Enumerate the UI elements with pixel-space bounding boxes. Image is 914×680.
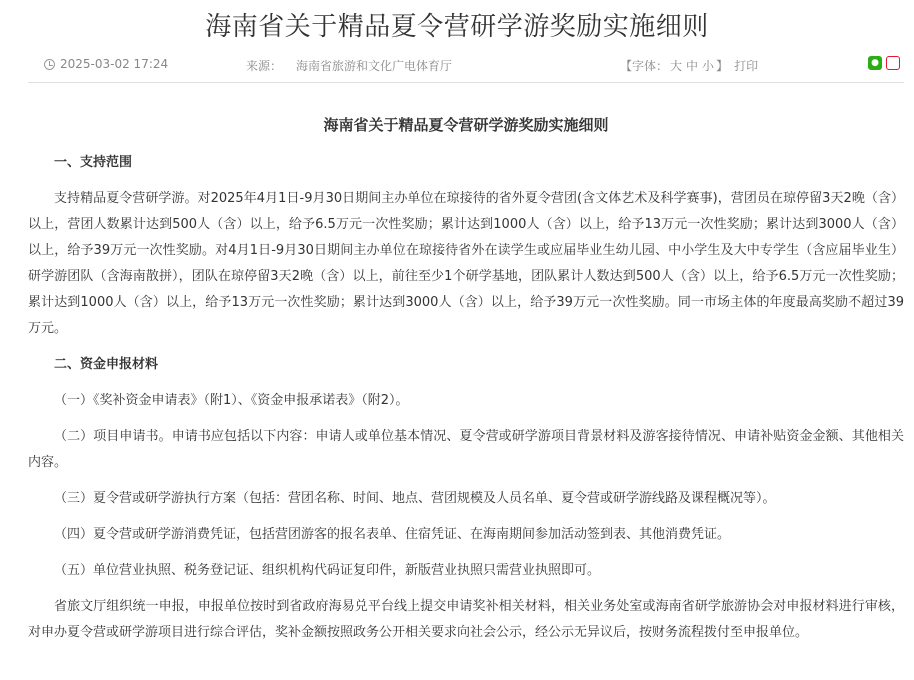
font-prefix: 【字体： bbox=[620, 59, 669, 73]
article-subtitle: 海南省关于精品夏令营研学游奖励实施细则 bbox=[323, 116, 609, 134]
print-button[interactable]: 打印 bbox=[734, 59, 759, 73]
article-source bbox=[246, 57, 452, 74]
source-label: 来源： bbox=[246, 59, 283, 73]
clock-icon bbox=[44, 59, 55, 70]
paragraph: （四）夏令营或研学游消费凭证，包括营团游客的报名表单、住宿凭证、在海南期间参加活动签到表、其他消费凭证。 bbox=[54, 527, 731, 542]
paragraph: 支持精品夏令营研学游。对2025年4月1日-9月30日期间主办单位在琼接待的省外夏令营团(含文体艺术及科学赛事)，营团员在琼停留3天2晚（含）以上，营团人数累计达到500人（含）以上，给予6.5万元一次性奖励；累计达到1000人（含）以上，给予13万元一次性奖励；累计达到3000人（含）以上，给予39万元一次性奖励。对4月1日-9月30日期间主办单位在琼接待省外在读学生或应届毕业生幼儿园、中小学生及大中专学生（含应届毕业生）研学游团队（含海南散拼），团队在琼停留3天2晚（含）以上，前往至少1个研学基地，团队累计人数达到500人（含）以上，给予6.5万元一次性奖励；累计达到1000人（含）以上，给予13万元一次性奖励；累计达到3000人（含）以上，给予39万元一次性奖励。同一市场主体的年度最高奖励不超过39万元。 bbox=[28, 191, 904, 336]
weibo-icon[interactable]: ◉ bbox=[886, 56, 900, 70]
paragraph: 省旅文厅组织统一申报，申报单位按时到省政府海易兑平台线上提交申请奖补相关材料，相关业务处室或海南省研学旅游协会对申报材料进行审核，对申办夏令营或研学游项目进行综合评估，奖补金额按照政务公开相关要求向社会公示，经公示无异议后，按财务流程拨付至申报单位。 bbox=[28, 599, 904, 640]
font-large-button[interactable]: 大 bbox=[670, 59, 683, 73]
article-body bbox=[28, 112, 904, 656]
article-meta-bar bbox=[28, 44, 904, 83]
publish-date-text: 2025-03-02 17:24 bbox=[60, 57, 169, 71]
font-size-control bbox=[620, 57, 758, 74]
publish-date bbox=[44, 57, 168, 71]
section-heading: 二、资金申报材料 bbox=[54, 357, 159, 372]
paragraph: （三）夏令营或研学游执行方案（包括：营团名称、时间、地点、营团规模及人员名单、夏令营或研学游线路及课程概况等）。 bbox=[54, 491, 776, 506]
font-medium-button[interactable]: 中 bbox=[686, 59, 699, 73]
wechat-icon[interactable]: ● bbox=[868, 56, 882, 70]
source-org: 海南省旅游和文化广电体育厅 bbox=[296, 59, 453, 73]
paragraph: （二）项目申请书。申请书应包括以下内容：申请人或单位基本情况、夏令营或研学游项目背景材料及游客接待情况、申请补贴资金金额、其他相关内容。 bbox=[28, 429, 904, 470]
font-small-button[interactable]: 小 bbox=[702, 59, 715, 73]
share-buttons bbox=[868, 56, 900, 70]
section-heading: 一、支持范围 bbox=[54, 155, 133, 170]
font-suffix: 】 bbox=[716, 59, 729, 73]
paragraph: （五）单位营业执照、税务登记证、组织机构代码证复印件，新版营业执照只需营业执照即可。 bbox=[54, 563, 601, 578]
paragraph: （一）《奖补资金申请表》（附1）、《资金申报承诺表》（附2）。 bbox=[54, 393, 409, 408]
page-title: 海南省关于精品夏令营研学游奖励实施细则 bbox=[205, 12, 709, 42]
